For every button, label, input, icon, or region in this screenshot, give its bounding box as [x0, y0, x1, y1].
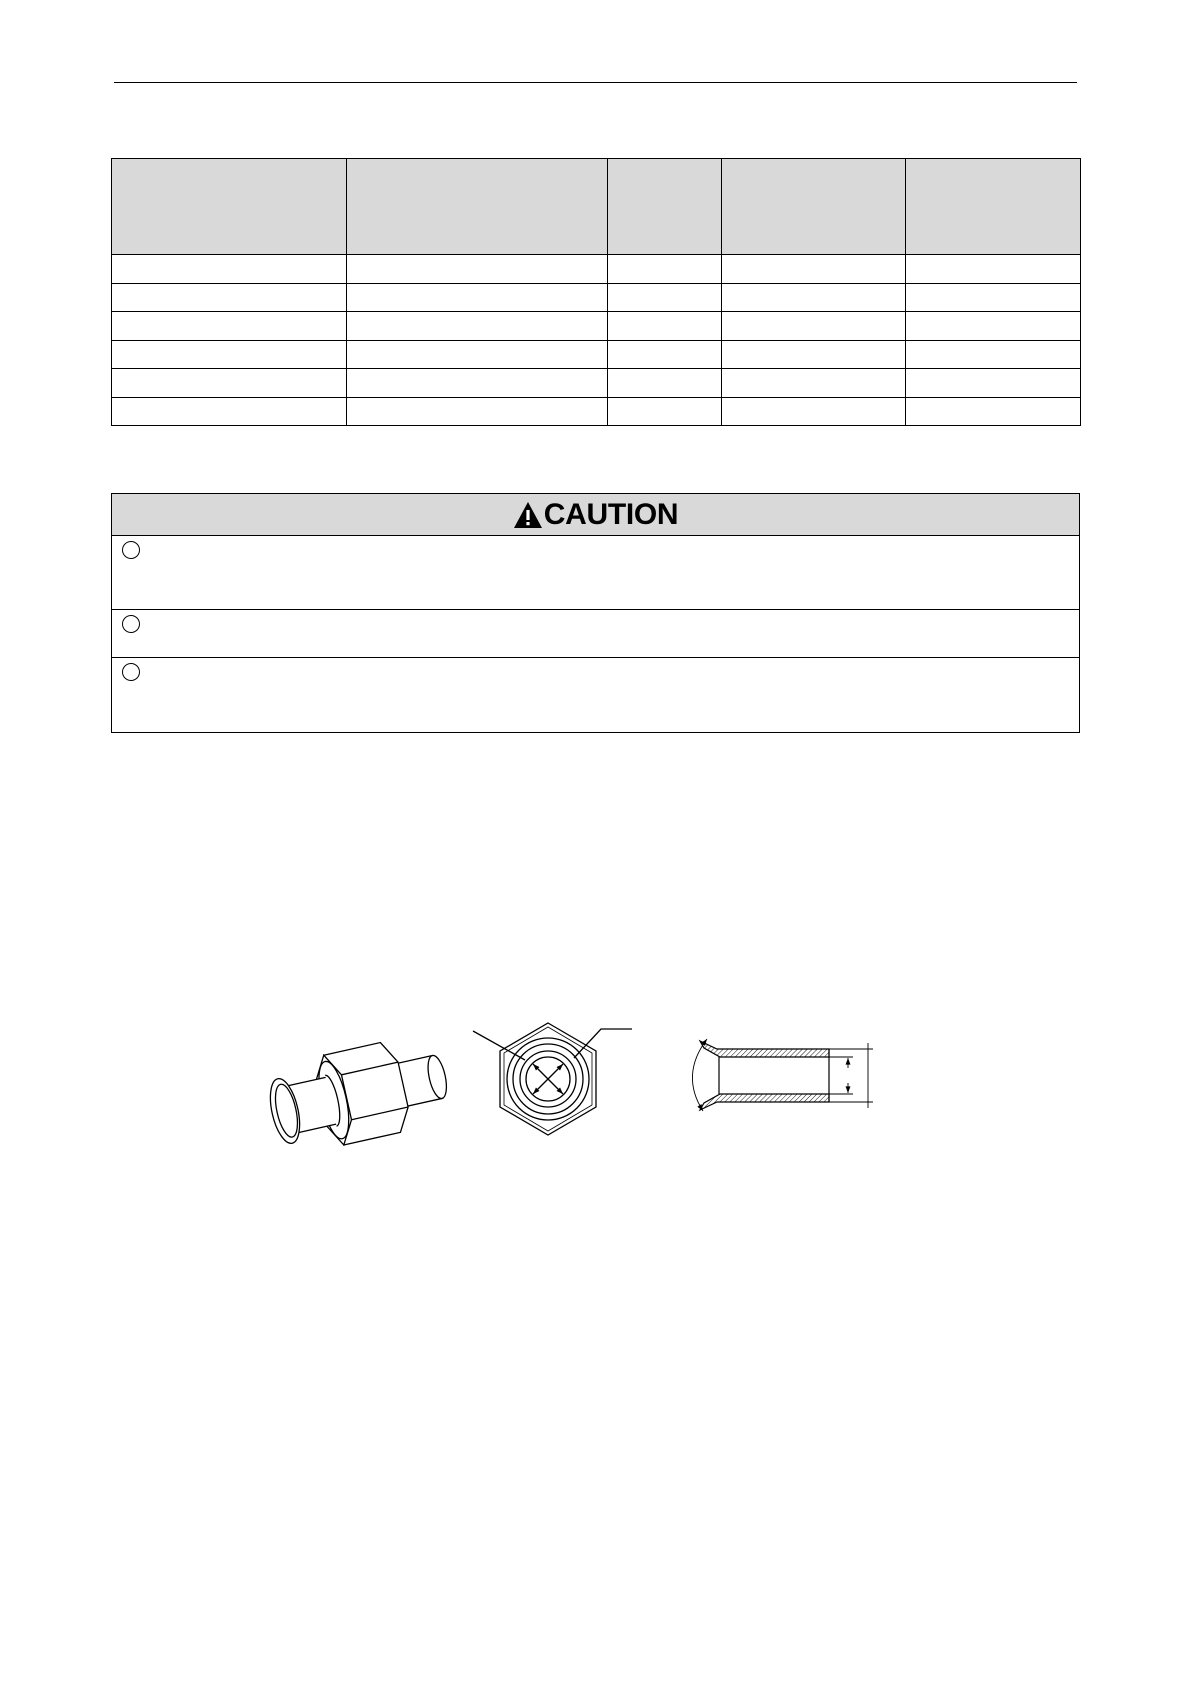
table-cell: [608, 340, 722, 369]
circle-marker-icon: [122, 541, 140, 559]
table-cell: [112, 255, 347, 284]
table-cell: [347, 340, 608, 369]
tube-wall-bottom: [700, 1094, 829, 1110]
circle-marker-icon: [122, 663, 140, 681]
table-cell: [722, 312, 906, 341]
table-cell: [608, 255, 722, 284]
warning-triangle-icon: [513, 501, 543, 529]
table-cell: [608, 312, 722, 341]
table-cell: [112, 340, 347, 369]
table-cell: [906, 340, 1081, 369]
table-cell: [722, 340, 906, 369]
table-cell: [347, 397, 608, 426]
table-row: [112, 312, 1081, 341]
table-cell: [347, 283, 608, 312]
flared-tube-section-drawing: [692, 1039, 873, 1111]
flare-angle-arc: [692, 1039, 707, 1111]
table-cell: [608, 283, 722, 312]
table-header-cell: [347, 159, 608, 255]
table-header-cell: [906, 159, 1081, 255]
table-row: [112, 255, 1081, 284]
table-cell: [112, 397, 347, 426]
table-cell: [347, 312, 608, 341]
table-cell: [112, 312, 347, 341]
flare-nut-end-view-drawing: [473, 1023, 632, 1135]
table-header-row: [112, 159, 1081, 255]
table-cell: [608, 397, 722, 426]
table-row: [112, 283, 1081, 312]
table-cell: [906, 255, 1081, 284]
table-cell: [112, 283, 347, 312]
table-row: [112, 397, 1081, 426]
caution-item: [112, 610, 1079, 658]
caution-header: [112, 494, 1079, 536]
table-cell: [347, 255, 608, 284]
table-cell: [722, 397, 906, 426]
table-cell: [722, 255, 906, 284]
caution-title: CAUTION: [543, 497, 679, 531]
caution-box: [111, 493, 1080, 733]
caution-item: [112, 536, 1079, 610]
table-cell: [906, 397, 1081, 426]
table-row: [112, 340, 1081, 369]
table-cell: [347, 369, 608, 398]
table-cell: [112, 369, 347, 398]
table-cell: [906, 369, 1081, 398]
fitting-illustrations: [240, 1000, 900, 1160]
flare-nut-fitting-drawing: [262, 1030, 455, 1158]
caution-item: [112, 658, 1079, 732]
spec-table: [111, 158, 1081, 426]
tube-wall-top: [700, 1041, 829, 1057]
circle-marker-icon: [122, 615, 140, 633]
table-cell: [722, 369, 906, 398]
table-cell: [906, 312, 1081, 341]
warning-exclamation-dot: [526, 522, 529, 525]
table-cell: [608, 369, 722, 398]
table-row: [112, 369, 1081, 398]
table-cell: [906, 283, 1081, 312]
warning-exclamation-bar: [526, 510, 529, 520]
table-cell: [722, 283, 906, 312]
header-rule: [114, 82, 1077, 83]
table-header-cell: [608, 159, 722, 255]
table-header-cell: [112, 159, 347, 255]
table-header-cell: [722, 159, 906, 255]
